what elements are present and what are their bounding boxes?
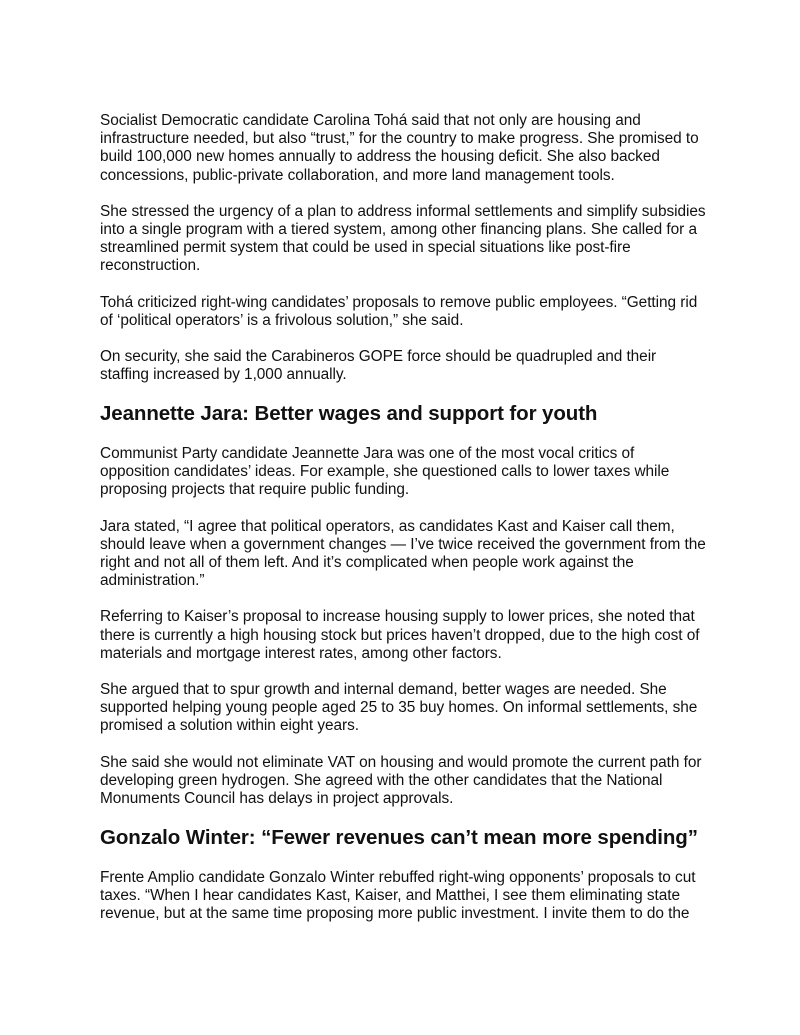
paragraph-jara-operators: Jara stated, “I agree that political operators, as candidates Kast and Kaiser call them, should leave when a government changes — I’ve twice received the government from the right and not all of them left. And it’s complicated when people work against the administration.”: [100, 517, 706, 590]
document-page: [100, 112, 706, 941]
section-heading-winter: Gonzalo Winter: “Fewer revenues can’t mean more spending”: [100, 826, 698, 850]
paragraph-jara-wages: She argued that to spur growth and internal demand, better wages are needed. She supported helping young people aged 25 to 35 buy homes. On informal settlements, she promised a solution within eight years.: [100, 680, 698, 735]
paragraph-jara-housing: Referring to Kaiser’s proposal to increase housing supply to lower prices, she noted that there is currently a high housing stock but prices haven’t dropped, due to the high cost of materials and mortgage interest rates, among other factors.: [100, 608, 700, 662]
paragraph-jara-critic: Communist Party candidate Jeannette Jara was one of the most vocal critics of opposition candidates’ ideas. For example, she questioned calls to lower taxes while proposing projects that require public funding.: [100, 444, 670, 499]
paragraph-toha-security: On security, she said the Carabineros GOPE force should be quadrupled and their staffing increased by 1,000 annually.: [100, 348, 657, 384]
paragraph-toha-settlements: She stressed the urgency of a plan to address informal settlements and simplify subsidies into a single program with a tiered system, among other financing plans. She called for a streamlined permit system that could be used in special situations like post-fire reconstruction.: [100, 202, 706, 275]
paragraph-toha-intro: Socialist Democratic candidate Carolina Tohá said that not only are housing and infrastructure needed, but also “trust,” for the country to make progress. She promised to build 100,000 new homes annually to address the housing deficit. She also backed concessions, public-private collaboration, and more land management tools.: [100, 112, 699, 184]
paragraph-toha-criticism: Tohá criticized right-wing candidates’ proposals to remove public employees. “Getting rid of ‘political operators’ is a frivolous solution,” she said.: [100, 293, 698, 329]
paragraph-winter-taxes: Frente Amplio candidate Gonzalo Winter rebuffed right-wing opponents’ proposals to cut taxes. “When I hear candidates Kast, Kaiser, and Matthei, I see them eliminating state revenue, but at the same time proposing more public investment. I invite them to do the: [100, 868, 696, 923]
section-heading-jara: Jeannette Jara: Better wages and support for youth: [100, 402, 598, 426]
paragraph-jara-vat: She said she would not eliminate VAT on housing and would promote the current path for developing green hydrogen. She agreed with the other candidates that the National Monuments Council has delays in project approvals.: [100, 753, 702, 807]
